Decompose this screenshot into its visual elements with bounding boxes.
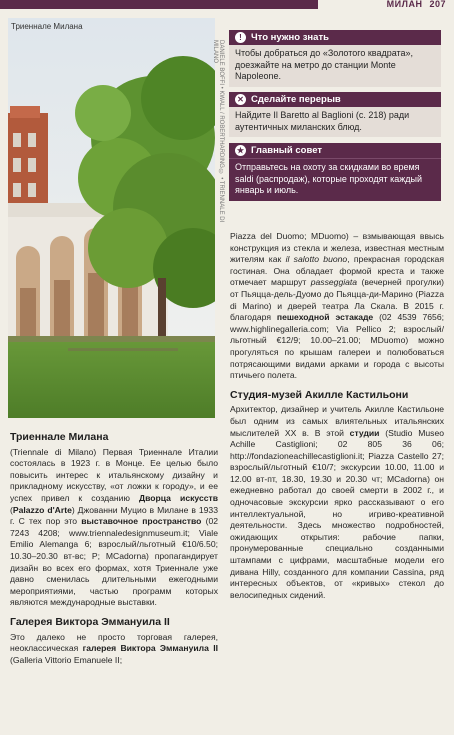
bold-term: выставочное пространство xyxy=(81,516,202,527)
section-title-castiglioni: Студия-музей Акилле Кастильони xyxy=(230,388,409,401)
info-box-title: Что нужно знать xyxy=(251,32,329,43)
bold-term: Palazzo d'Arte xyxy=(12,504,72,515)
info-box-header xyxy=(229,92,441,107)
cutlery-icon: ✕ xyxy=(235,94,246,105)
exclamation-icon: ! xyxy=(235,32,246,43)
triennale-photo xyxy=(8,18,215,418)
photo-illustration xyxy=(8,18,215,418)
info-box-header xyxy=(229,143,441,158)
header-color-band xyxy=(0,0,318,9)
italic-term: il salotto buono xyxy=(285,254,348,265)
bold-term: студии xyxy=(349,427,380,438)
info-box-title: Сделайте перерыв xyxy=(251,94,341,105)
paragraph-galleria-cont xyxy=(230,231,444,382)
bold-term: Дворца искусств xyxy=(138,492,219,503)
text-run: (02 4539 7656; www.highlinegalleria.com; Via Pellico 2; взрослый/льготный €12/9; 10.00–21.00; MDuomo) можно прогуляться по крышам галереи и полюбоваться потрясающими видами арками и города с высоты птичьего полета. xyxy=(230,312,444,381)
text-run: Архитектор, дизайнер и учитель Акилле Кастильоне был одним из самых влиятельных итальянских мыслителей XX в. В этой xyxy=(230,404,444,438)
text-run: (вечерней прогулки) от Пьяцца-дель-Дуомо до Пьяцца-ди-Марино (Piazza di Marino) и дверей театра Ла Скала. В 2015 г. благодаря xyxy=(230,277,445,323)
photo-caption: Триеннале Милана xyxy=(11,22,83,31)
bold-term: пешеходной эстакаде xyxy=(276,312,374,323)
bold-term: галерея Виктора Эммануила II xyxy=(82,643,218,654)
text-run: Piazza del Duomo; MDuomo) – взмывающая ввысь конструкция из стекла и железа, известная местным жителям как xyxy=(230,231,444,265)
running-header xyxy=(0,0,454,11)
paragraph-castiglioni xyxy=(230,404,444,601)
right-column xyxy=(230,231,444,609)
info-box-title: Главный совет xyxy=(251,145,323,156)
text-run: ) Джованни Муцио в Милане в 1933 г. С тех пор это xyxy=(10,504,218,527)
left-column xyxy=(10,432,218,674)
text-run: (02 7243 4208; www.triennaledesignmuseum.it; Viale Emilio Alemanga 6; взрослый/льготный €10/6.50; 10.30–20.30 вт-вс; P; MCadorna) пропагандирует дизайн во всех его формах, хотя Триеннале уже давно сменилась длительными ежегодными мероприятиями, частью программ которых являются международные выставки. xyxy=(10,516,219,608)
paragraph-triennale xyxy=(10,447,218,609)
photo-credit: DANIELE BOFFI • KWALL / ROBERTHARDING © • TRIENNALE DI MILANO xyxy=(212,40,224,223)
paragraph-galleria xyxy=(10,632,218,667)
text-run: , прекрасная городская гостиная. Она обладает формой креста и также отмечает маршрут xyxy=(230,254,444,288)
info-box-body: Найдите Il Baretto al Baglioni (с. 218) ради аутентичных миланских блюд. xyxy=(229,107,441,137)
star-icon: ★ xyxy=(236,146,245,155)
info-box-body: Отправьтесь на охоту за скидками во время saldi (распродаж), которые проходят каждый январь и июль. xyxy=(229,158,441,201)
info-box-know xyxy=(229,30,441,87)
section-title-triennale: Триеннале Милана xyxy=(10,431,109,443)
text-run: (Triennale di Milano) Первая Триеннале Италии состоялась в 1923 г. в Монце. Ее целью было повысить интерес к итальянскому дизайну и прикладному искусству, «от ложки к городу», и ее успех привел к созданию xyxy=(10,446,218,503)
text-run: (Studio Museo Achille Castiglioni; 02 805 36 06; http://fondazioneachillecastiglioni.it; Piazza Castello 27; взрослый/льготный €10/7; экскурсии 10.00, 11.00 и 12.00 вт-пт, 18.30, 19.30 и 20.30 чт; MCadorna) он ежедневно работал до своей смерти в 2002 г., и одночасовые экскурсии ярко рассказывают о его интеллектуальной, но игриво-креативной деятельности. Здесь множество подробностей, ожидающих открытия: рабочие папки, пронумерованные специально созданными штампами с цифрами, масштабные модели его дивана Hilly, созданного для компании Cassina, ряд интересных объектов, от «кривых» стекол до велосипедных сидений. xyxy=(230,427,444,600)
text-run: Это далеко не просто торговая галерея, неоклассическая xyxy=(10,631,218,654)
info-box-break xyxy=(229,92,441,137)
running-head-text xyxy=(383,0,446,9)
text-run: (Galleria Vittorio Emanuele II; xyxy=(10,654,123,665)
header-city: МИЛАН xyxy=(386,0,423,9)
info-box-tip xyxy=(229,143,441,201)
text-run: ( xyxy=(10,504,13,515)
italic-term: passeggiata xyxy=(310,277,358,288)
section-title-galleria: Галерея Виктора Эммануила II xyxy=(10,615,170,628)
info-box-header xyxy=(229,30,441,45)
page-number: 207 xyxy=(429,0,446,9)
info-box-body: Чтобы добраться до «Золотого квадрата», доезжайте на метро до станции Monte Napoleone. xyxy=(229,45,441,87)
